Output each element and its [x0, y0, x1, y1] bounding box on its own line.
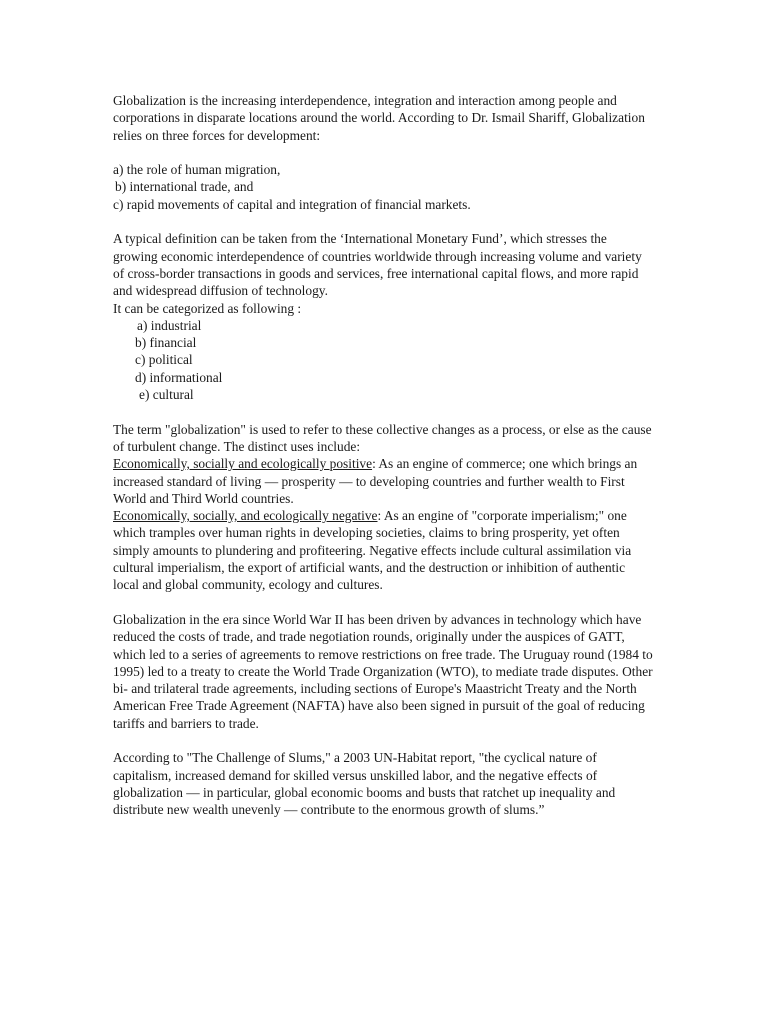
paragraph-gap [113, 403, 653, 420]
paragraph-gap [113, 594, 653, 611]
categories-intro: It can be categorized as following : [113, 300, 302, 316]
slums-report-paragraph: According to "The Challenge of Slums," a 2003 UN-Habitat report, "the cyclical nature of capitalism, increased demand for skilled versus unskilled labor, and the negative effects of globalization — in particular, global economic booms and busts that ratchet up inequality and distribute new wealth unevenly — contribute to the enormous growth of slums.” [113, 750, 616, 818]
imf-definition-paragraph: A typical definition can be taken from the ‘International Monetary Fund’, which stresses the growing economic interdependence of countries worldwide through increasing volume and variety of cross-border transactions in goods and services, free international capital flows, and more rapid and widespread diffusion of technology. [113, 231, 642, 299]
positive-use-paragraph [113, 455, 653, 507]
paragraph-gap [113, 144, 653, 161]
category-item-cultural: e) cultural [139, 387, 194, 403]
intro-paragraph: Globalization is the increasing interdependence, integration and interaction among people and corporations in disparate locations around the world. According to Dr. Ismail Shariff, Globalization relies on three forces for development: [113, 93, 645, 143]
positive-use-heading: Economically, socially and ecologically positive [113, 456, 373, 472]
paragraph-gap [113, 732, 653, 749]
category-item-political: c) political [135, 352, 193, 368]
category-item-industrial: a) industrial [137, 317, 202, 333]
category-item-informational: d) informational [135, 369, 223, 385]
paragraph-gap [113, 213, 653, 230]
post-war-paragraph: Globalization in the era since World War II has been driven by advances in technology which have reduced the costs of trade, and trade negotiation rounds, originally under the auspices of GATT, which led to a series of agreements to remove restrictions on free trade. The Uruguay round (1984 to 1995) led to a treaty to create the World Trade Organization (WTO), to mediate trade disputes. Other bi- and trilateral trade agreements, including sections of Europe's Maastricht Treaty and the North American Free Trade Agreement (NAFTA) have also been signed in pursuit of the goal of reducing tariffs and barriers to trade. [113, 611, 653, 731]
force-item-migration: a) the role of human migration, [113, 162, 281, 178]
force-item-trade: b) international trade, and [115, 179, 254, 195]
force-item-capital: c) rapid movements of capital and integration of financial markets. [113, 196, 471, 212]
document-page [113, 92, 653, 818]
positive-use-text: : As an engine of commerce; one which brings an increased standard of living — prosperity — to developing countries and further wealth to First World and Third World countries. [113, 456, 638, 506]
negative-use-heading: Economically, socially, and ecologically negative [113, 508, 378, 524]
negative-use-text: : As an engine of "corporate imperialism;" one which tramples over human rights in developing societies, claims to bring prosperity, yet often simply amounts to plundering and profiteering. Negative effects include cultural assimilation via cultural imperialism, the export of artificial wants, and the destruction or inhibition of authentic local and global community, ecology and cultures. [113, 508, 632, 593]
category-item-financial: b) financial [135, 335, 197, 351]
term-usage-paragraph: The term "globalization" is used to refer to these collective changes as a process, or else as the cause of turbulent change. The distinct uses include: [113, 421, 652, 454]
negative-use-paragraph [113, 507, 653, 593]
